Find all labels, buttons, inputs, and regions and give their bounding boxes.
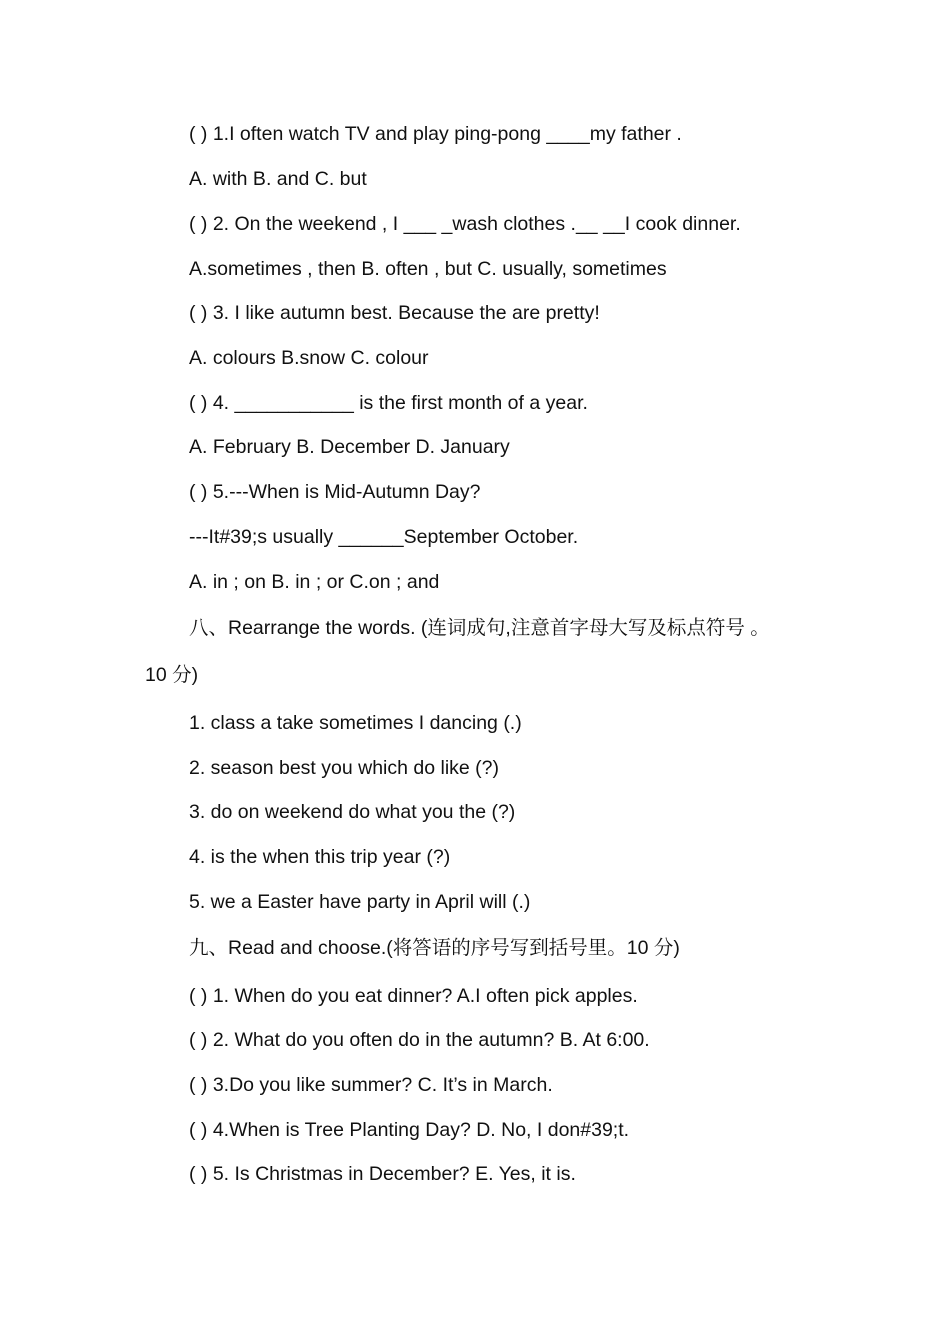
question-2-options: A.sometimes , then B. often , but C. usually, sometimes [189, 258, 667, 280]
section-nine-heading: 九、Read and choose.(将答语的序号写到括号里。10 分) [189, 937, 680, 959]
rearrange-item-4: 4. is the when this trip year (?) [189, 846, 451, 868]
match-item-3: ( ) 3.Do you like summer? C. It’s in March. [189, 1074, 553, 1096]
question-5: ( ) 5.---When is Mid-Autumn Day? [189, 481, 481, 503]
match-item-5: ( ) 5. Is Christmas in December? E. Yes, it is. [189, 1163, 576, 1185]
rearrange-item-3: 3. do on weekend do what you the (?) [189, 801, 516, 823]
match-item-1: ( ) 1. When do you eat dinner? A.I often pick apples. [189, 985, 638, 1007]
question-4-options: A. February B. December D. January [189, 436, 510, 458]
match-item-2: ( ) 2. What do you often do in the autumn? B. At 6:00. [189, 1029, 650, 1051]
rearrange-item-2: 2. season best you which do like (?) [189, 757, 500, 779]
question-4: ( ) 4. ___________ is the first month of a year. [189, 392, 588, 414]
section-eight-heading-cont: 10 分) [145, 664, 199, 686]
question-1-options: A. with B. and C. but [189, 168, 367, 190]
match-item-4: ( ) 4.When is Tree Planting Day? D. No, I don#39;t. [189, 1119, 630, 1141]
question-5-options: A. in ; on B. in ; or C.on ; and [189, 571, 440, 593]
rearrange-item-5: 5. we a Easter have party in April will (.) [189, 891, 531, 913]
question-1: ( ) 1.I often watch TV and play ping-pong ____my father . [189, 123, 682, 145]
question-3-options: A. colours B.snow C. colour [189, 347, 429, 369]
question-3: ( ) 3. I like autumn best. Because the are pretty! [189, 302, 600, 324]
section-eight-heading: 八、Rearrange the words. (连词成句,注意首字母大写及标点符号 。 [189, 617, 770, 639]
rearrange-item-1: 1. class a take sometimes I dancing (.) [189, 712, 522, 734]
question-5-answer-line: ---It#39;s usually ______September October. [189, 526, 579, 548]
question-2: ( ) 2. On the weekend , I ___ _wash clothes .__ __I cook dinner. [189, 213, 741, 235]
